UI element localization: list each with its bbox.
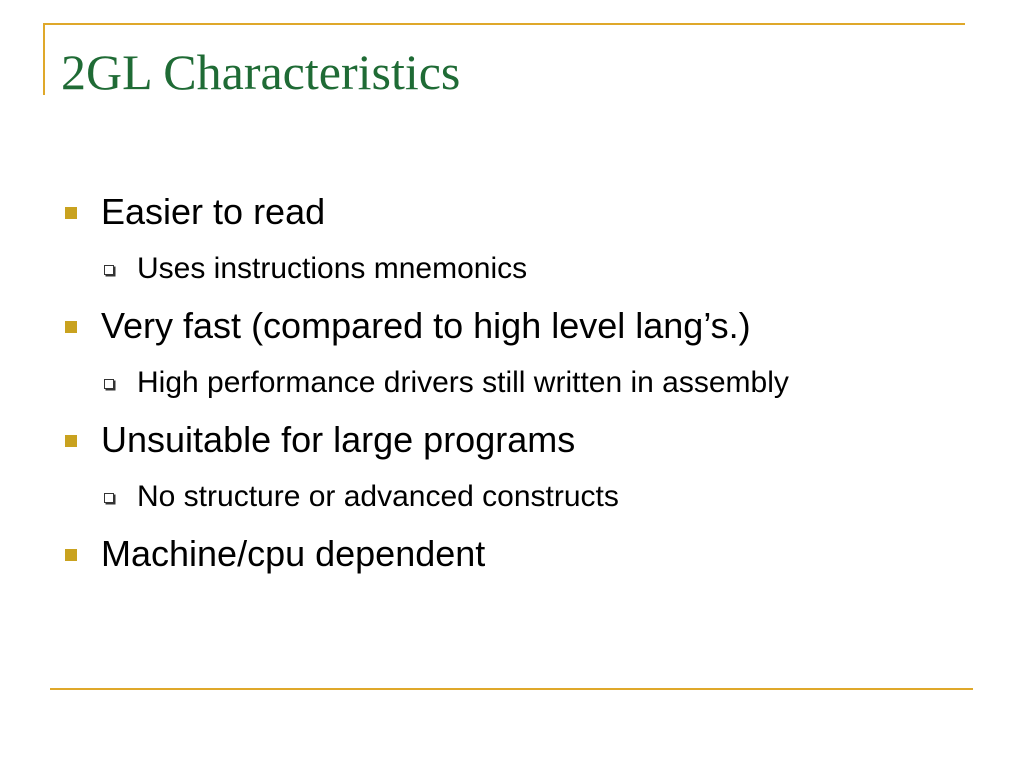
sub-bullet-text: Uses instructions mnemonics [137,252,528,285]
bullet-text: Easier to read [101,191,326,232]
hollow-square-bullet-icon [104,265,114,275]
hollow-square-bullet-icon [104,379,114,389]
bullet-text: Very fast (compared to high level lang’s.) [101,305,751,346]
bullet-item [65,532,485,576]
footer-divider-line [50,688,973,690]
bullet-item [65,190,325,234]
square-bullet-icon [65,435,77,447]
bullet-text: Machine/cpu dependent [101,533,486,574]
sub-bullet-item [104,479,619,515]
sub-bullet-item [104,365,789,401]
bullet-text: Unsuitable for large programs [101,419,576,460]
bullet-item [65,304,751,348]
sub-bullet-text: High performance drivers still written in assembly [137,366,789,399]
square-bullet-icon [65,321,77,333]
bullet-item [65,418,575,462]
slide-title: 2GL Characteristics [61,44,461,100]
sub-bullet-text: No structure or advanced constructs [137,480,619,513]
hollow-square-bullet-icon [104,493,114,503]
square-bullet-icon [65,207,77,219]
square-bullet-icon [65,549,77,561]
sub-bullet-item [104,251,527,287]
